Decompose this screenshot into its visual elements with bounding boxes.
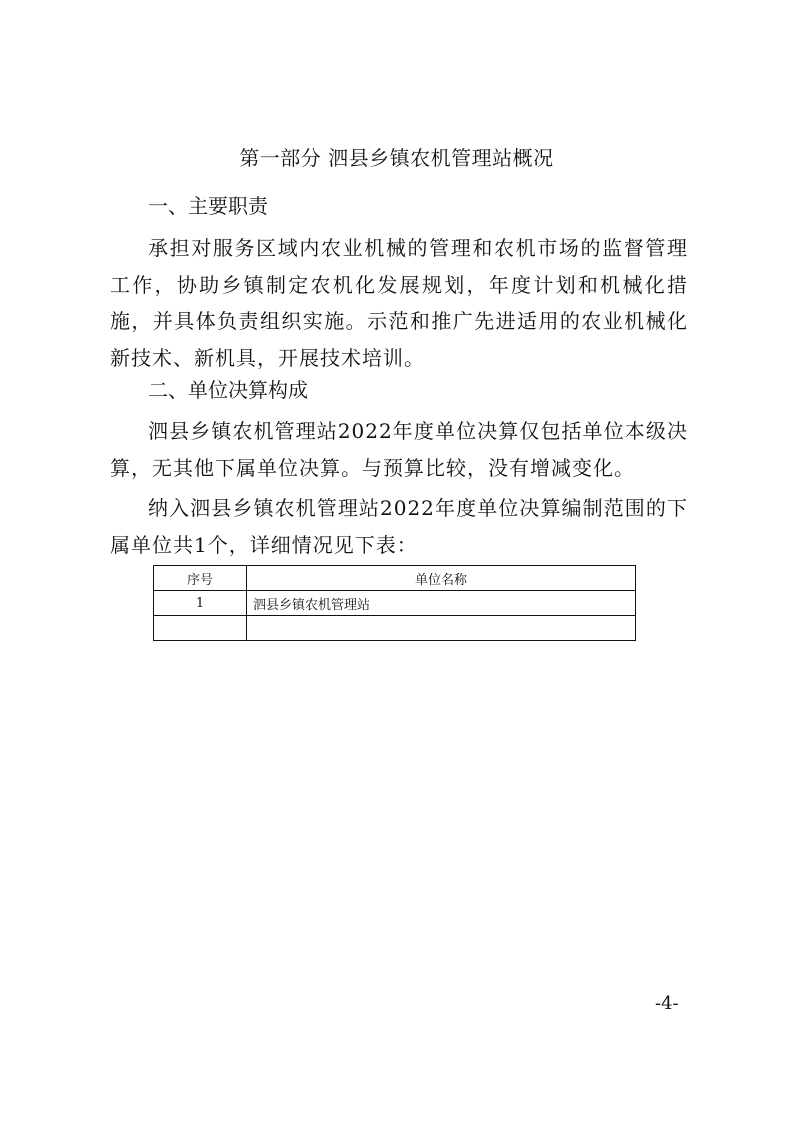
table-cell-unit-name [247,616,636,641]
units-table [153,565,636,641]
table-cell-unit-name: 泗县乡镇农机管理站 [247,591,636,616]
paragraph-composition: 泗县乡镇农机管理站2022年度单位决算仅包括单位本级决算，无其他下属单位决算。与预算比较，没有增减变化。 [110,419,688,480]
page-title: 第一部分 泗县乡镇农机管理站概况 [239,146,554,170]
table-header-row [154,566,636,591]
table-row [154,616,636,641]
section-heading-duties: 一、主要职责 [148,194,268,218]
paragraph-duties: 承担对服务区域内农业机械的管理和农机市场的监督管理工作，协助乡镇制定农机化发展规划，年度计划和机械化措施，并具体负责组织实施。示范和推广先进适用的农业机械化新技术、新机具，开展技术培训。 [110,236,688,370]
table-header-index: 序号 [154,566,247,591]
table-cell-index: 1 [154,591,247,616]
table-row [154,591,636,616]
table-cell-index [154,616,247,641]
section-heading-composition: 二、单位决算构成 [148,378,308,402]
paragraph-subunits: 纳入泗县乡镇农机管理站2022年度单位决算编制范围的下属单位共1个，详细情况见下表： [110,496,688,557]
page-number: -4- [655,993,679,1014]
table-header-unit-name: 单位名称 [247,566,636,591]
